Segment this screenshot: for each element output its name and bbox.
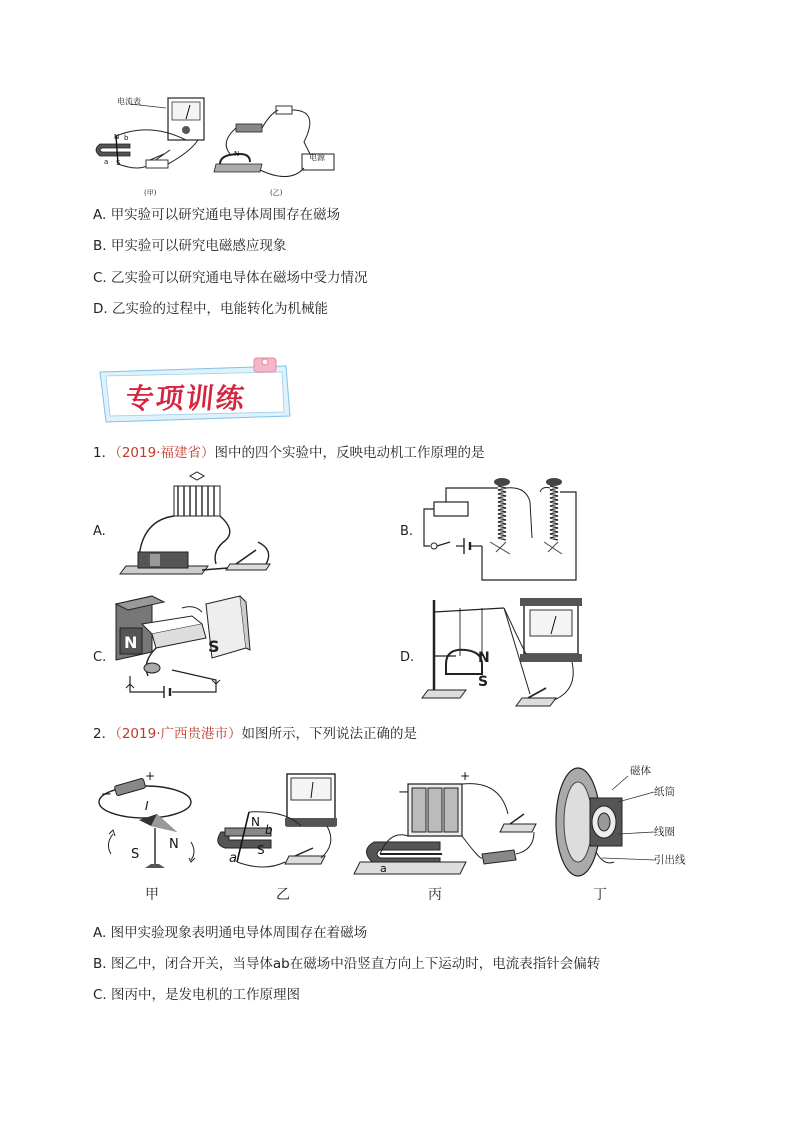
option-key: B. bbox=[93, 238, 107, 254]
q1-figure-d bbox=[420, 594, 590, 712]
label-lead-wire: 引出线 bbox=[654, 854, 686, 866]
wire-a-label: a bbox=[229, 851, 237, 866]
plus-label: + bbox=[145, 769, 156, 783]
option-text: 图乙中，闭合开关，当导体ab在磁场中沿竖直方向上下运动时，电流表指针会偏转 bbox=[110, 956, 601, 972]
q2-figure-jia bbox=[95, 768, 210, 878]
fig-caption-right: (乙) bbox=[270, 189, 283, 197]
question-source: （2019·广西贵港市） bbox=[115, 726, 242, 742]
q2-option-c bbox=[93, 986, 300, 1004]
plus-label: + bbox=[460, 770, 471, 783]
magnet-n-label: N bbox=[124, 633, 138, 652]
top-option-d bbox=[93, 300, 328, 318]
question-2 bbox=[93, 725, 417, 743]
caption-bing: 丙 bbox=[428, 887, 442, 903]
magnet-s-label: S bbox=[208, 637, 220, 656]
question-number: 1． bbox=[93, 445, 116, 461]
option-key: B. bbox=[93, 956, 107, 972]
banner-title: 专项训练 bbox=[124, 382, 248, 415]
q1-option-c-label: C. bbox=[93, 650, 107, 665]
magnet-n-label: N bbox=[114, 133, 120, 141]
q2-figure-bing bbox=[350, 770, 540, 878]
option-key: C. bbox=[93, 270, 107, 286]
option-key: C. bbox=[93, 987, 107, 1003]
wire-b-label: b bbox=[265, 823, 273, 837]
caption-jia: 甲 bbox=[145, 887, 159, 903]
option-text: 图甲实验现象表明通电导体周围存在着磁场 bbox=[110, 925, 368, 941]
top-option-a bbox=[93, 206, 340, 224]
option-text: 乙实验可以研究通电导体在磁场中受力情况 bbox=[111, 270, 368, 286]
minus-label: − bbox=[398, 785, 409, 800]
yi-n-label: N bbox=[234, 150, 240, 158]
option-text: 甲实验可以研究电磁感应现象 bbox=[110, 238, 287, 254]
question-text: 图中的四个实验中，反映电动机工作原理的是 bbox=[214, 445, 485, 461]
magnet-n-label: N bbox=[251, 815, 260, 829]
q2-figure-yi bbox=[215, 770, 345, 875]
q1-figure-b bbox=[420, 472, 590, 584]
question-source: （2019·福建省） bbox=[115, 445, 215, 461]
option-key: A. bbox=[93, 925, 107, 941]
top-experiment-figure bbox=[90, 92, 350, 202]
wire-b-label: b bbox=[124, 134, 129, 142]
magnet-s-label: S bbox=[478, 674, 489, 690]
section-banner bbox=[96, 356, 294, 430]
option-key: D. bbox=[93, 301, 108, 317]
top-option-b bbox=[93, 237, 286, 255]
minus-label: − bbox=[101, 787, 112, 802]
option-key: A. bbox=[93, 207, 107, 223]
ammeter-label: 电流表 bbox=[117, 97, 141, 106]
question-text: 如图所示，下列说法正确的是 bbox=[241, 726, 417, 742]
magnet-s-label: S bbox=[116, 159, 121, 167]
q1-figure-c bbox=[112, 588, 252, 708]
magnet-s-label: S bbox=[257, 843, 265, 857]
compass-n-label: N bbox=[169, 837, 179, 852]
power-source-label: 电源 bbox=[309, 153, 325, 162]
q1-figure-a bbox=[116, 470, 276, 585]
magnet-n-label: N bbox=[478, 650, 490, 666]
caption-ding: 丁 bbox=[593, 887, 607, 903]
label-magnet: 磁体 bbox=[630, 765, 651, 777]
wire-a-label: a bbox=[380, 862, 387, 875]
q1-option-b-label: B. bbox=[400, 524, 414, 539]
current-i-label: I bbox=[145, 799, 149, 813]
question-number: 2． bbox=[93, 726, 116, 742]
top-option-c bbox=[93, 269, 368, 287]
q1-option-d-label: D. bbox=[400, 650, 415, 665]
caption-yi: 乙 bbox=[276, 887, 290, 903]
q1-option-a-label: A. bbox=[93, 524, 106, 539]
fig-caption-left: (甲) bbox=[144, 189, 157, 197]
label-coil: 线圈 bbox=[654, 826, 675, 838]
q2-option-b bbox=[93, 955, 600, 973]
question-1 bbox=[93, 444, 485, 462]
option-text: 乙实验的过程中，电能转化为机械能 bbox=[111, 301, 328, 317]
label-paper-tube: 纸筒 bbox=[654, 786, 675, 798]
option-text: 图丙中，是发电机的工作原理图 bbox=[111, 987, 301, 1003]
compass-s-label: S bbox=[131, 847, 140, 862]
option-text: 甲实验可以研究通电导体周围存在磁场 bbox=[110, 207, 341, 223]
q2-option-a bbox=[93, 924, 367, 942]
wire-a-label: a bbox=[104, 158, 109, 166]
